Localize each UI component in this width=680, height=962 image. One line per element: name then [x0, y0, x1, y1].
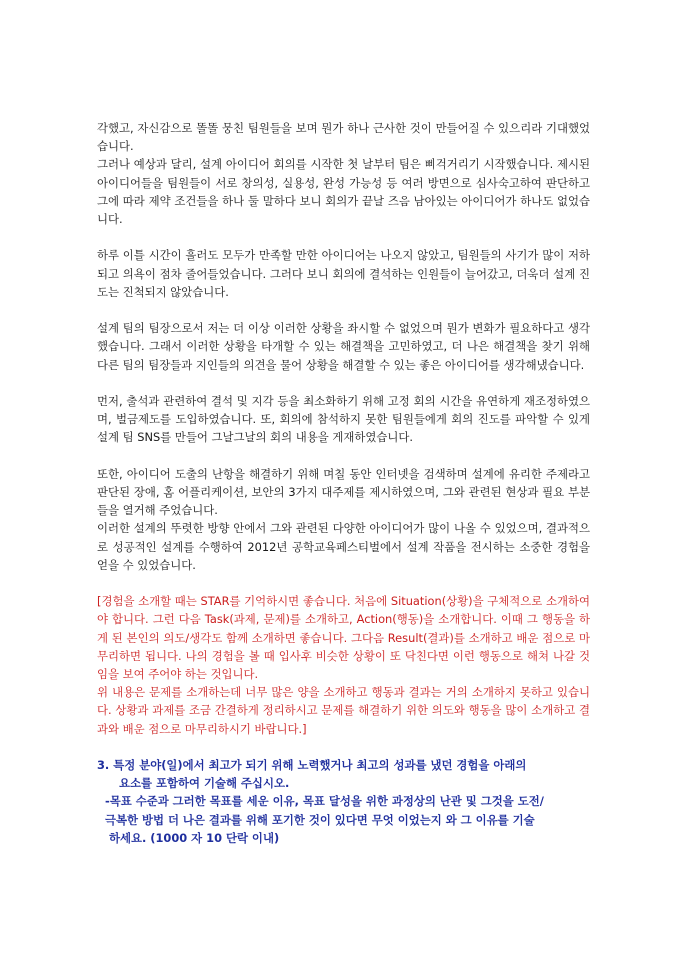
question-requirement-3: 하세요. (1000 자 10 단락 이내)	[109, 830, 280, 845]
feedback-paragraph-1: [경험을 소개할 때는 STAR를 기억하시면 좋습니다. 처음에 Situation(상황)을 구체적으로 소개하여야 합니다. 그런 다음 Task(과제, 문제)를 소개하고, Action(행동)을 소개합니다. 이때 그 행동을 하게 된 본인의 의도/생각도 함께 소개하면 좋습니다. 그다음 Result(결과)를 소개하고 배운 점으로 마무리하면 됩니다. 나의 경험을 볼 때 입사후 비슷한 상황이 또 닥친다면 이런 행동으로 해쳐 나갈 것임을 보여 주어야 하는 것입니다.	[97, 594, 590, 682]
question-requirement-2: 극복한 방법 더 나은 결과를 위해 포기한 것이 있다면 무엇 이었는지 와 그 이유를 기술	[105, 812, 535, 827]
paragraph-gap	[97, 228, 590, 246]
paragraph-7: 이러한 설계의 뚜렷한 방향 안에서 그와 관련된 다양한 아이디어가 많이 나올 수 있었으며, 결과적으로 성공적인 설계를 수행하여 2012년 공학교육페스티벌에서 설계 작품을 전시하는 소중한 경험을 얻을 수 있었습니다.	[97, 521, 590, 572]
paragraph-gap	[97, 447, 590, 465]
paragraph-5: 먼저, 출석과 관련하여 결석 및 지각 등을 최소화하기 위해 고정 회의 시간을 유연하게 재조정하였으며, 벌금제도를 도입하였습니다. 또, 회의에 참석하지 못한 팀원들에게 회의 진도를 파악할 수 있게 설계 팀 SNS를 만들어 그날그날의 회의 내용을 게재하였습니다.	[97, 394, 590, 445]
paragraph-1: 각했고, 자신감으로 똘똘 뭉친 팀원들을 보며 뭔가 하나 근사한 것이 만들어질 수 있으리라 기대했었습니다.	[97, 121, 590, 154]
paragraph-gap	[97, 738, 590, 756]
paragraph-4: 설계 팀의 팀장으로서 저는 더 이상 이러한 상황을 좌시할 수 없었으며 뭔가 변화가 필요하다고 생각했습니다. 그래서 이러한 상황을 타개할 수 있는 해결책을 고민하였고, 더 나은 해결책을 찾기 위해 다른 팀의 팀장들과 지인들의 의견을 물어 상황을 해결할 수 있는 좋은 아이디어를 생각해냈습니다.	[97, 321, 590, 372]
paragraph-gap	[97, 574, 590, 592]
paragraph-2: 그러나 예상과 달리, 설계 아이디어 회의를 시작한 첫 날부터 팀은 삐걱거리기 시작했습니다. 제시된 아이디어들을 팀원들이 서로 창의성, 실용성, 완성 가능성 등 여러 방면으로 심사숙고하여 판단하고 그에 따라 제약 조건들을 하나 둘 말하다 보니 회의가 끝날 즈음 남아있는 아이디어가 하나도 없었습니다.	[97, 157, 590, 227]
paragraph-gap	[97, 301, 590, 319]
question-requirement-1: -목표 수준과 그러한 목표를 세운 이유, 목표 달성을 위한 과정상의 난관 및 그것을 도전/	[105, 794, 544, 809]
question-block	[97, 756, 590, 847]
feedback-paragraph-2: 위 내용은 문제를 소개하는데 너무 많은 양을 소개하고 행동과 결과는 거의 소개하지 못하고 있습니다. 상황과 과제를 조금 간결하게 정리하시고 문제를 해결하기 위한 의도와 행동을 많이 소개하고 결과와 배운 점으로 마무리하시기 바랍니다.]	[97, 685, 590, 736]
paragraph-gap	[97, 374, 590, 392]
paragraph-3: 하루 이틀 시간이 흘러도 모두가 만족할 만한 아이디어는 나오지 않았고, 팀원들의 사기가 많이 저하되고 의욕이 점차 줄어들었습니다. 그러다 보니 회의에 결석하는 인원들이 늘어갔고, 더욱더 설계 진도는 진척되지 않았습니다.	[97, 248, 590, 299]
feedback-block	[97, 592, 590, 738]
paragraph-6: 또한, 아이디어 도출의 난항을 해결하기 위해 며칠 동안 인터넷을 검색하며 설계에 유리한 주제라고 판단된 장애, 홈 어플리케이션, 보안의 3가지 대주제를 제시하였으며, 그와 관련된 현상과 필요 부분들을 열거해 주었습니다.	[97, 466, 590, 518]
document-page	[97, 119, 590, 847]
question-title: 3. 특정 분야(일)에서 최고가 되기 위해 노력했거나 최고의 성과를 냈던 경험을 아래의	[97, 758, 527, 773]
question-title-continued: 요소를 포함하여 기술해 주십시오.	[119, 776, 290, 791]
